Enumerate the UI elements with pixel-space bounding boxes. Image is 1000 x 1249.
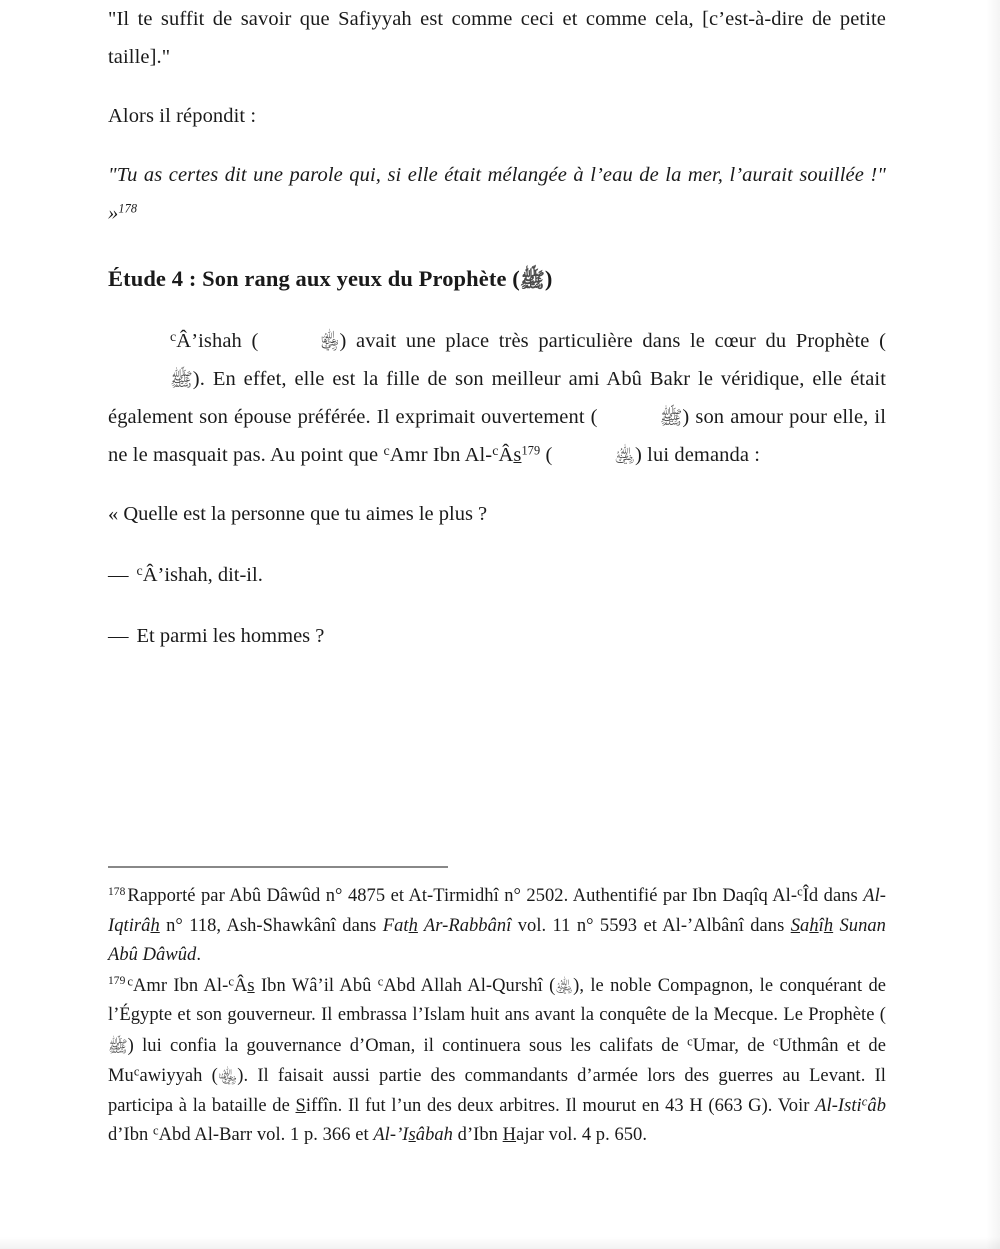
fn179-part-1: Amr Ibn Al- xyxy=(133,975,229,996)
dialogue-reponse-tail: dit-il. xyxy=(212,564,263,586)
fn178-part-5: . xyxy=(196,945,202,965)
honorific-radiyallahu-anha-icon: ﵂ xyxy=(320,331,340,354)
name-amr-ibn: Amr Ibn Al- xyxy=(389,444,493,466)
fn179-part-10: ). Il faisait aussi partie des commandants d’armée lors des guerres au Levant. Il participa à la bataille de xyxy=(108,1066,886,1116)
ayn-mark-f2: c xyxy=(127,974,133,989)
heading-open-paren: ( xyxy=(512,266,520,291)
footnote-number-179: 179 xyxy=(108,975,126,988)
fn179-title-isabah-a: Al-’I xyxy=(373,1125,409,1145)
paragraph-alors-il-repondit: Alors il répondit : xyxy=(108,105,257,127)
name-as-a: Â xyxy=(498,444,514,466)
fn179-as-a: Â xyxy=(233,975,248,996)
fn179-title-isabah-end: âbah xyxy=(415,1125,453,1145)
dialogue-name-aishah: Â’ishah, xyxy=(142,564,213,586)
fn178-title-sahih-sad: S xyxy=(790,915,800,936)
fn179-part-11: . Il fut l’un des deux arbitres. Il mourut en 43 H (663 G). Voir xyxy=(337,1095,816,1116)
fn179-hajar-rest: ajar xyxy=(516,1125,544,1145)
fn178-part-1: Rapporté par Abû Dâwûd n° 4875 et At-Tirmidhî n° 2502. Authentifié par Ibn Daqîq Al- xyxy=(127,886,798,906)
ayn-mark-3: c xyxy=(492,444,499,460)
fn178-title-fath-b: Ar-Rabbânî xyxy=(417,915,512,936)
footnote-separator-rule xyxy=(108,866,448,868)
fn179-part-14: d’Ibn xyxy=(452,1125,503,1145)
footnote-number-178: 178 xyxy=(108,885,126,898)
ayn-mark-f4: c xyxy=(377,974,384,989)
fn178-title-sahih-ha: h xyxy=(809,915,819,936)
paragraph-main-aishah: $^c$Â’ishah ( ﵂) avait une place très particulière dans le cœur du Prophète (ﷺ). En effet, elle est la fille de son meilleur ami Abû Bakr le véridique, elle était également son épouse préférée. Il exprimait ouvertement ( ﷺ) son amour pour elle, il ne le masquait pas. Au point que $^c$Amr Ibn Al-$^c$Âs$^{179}$ ( ﵁) lui demanda : xyxy=(108,322,886,474)
em-dash: — xyxy=(108,564,129,586)
ayn-mark-4: c xyxy=(136,564,143,580)
fn179-title-istiab-a: Al-Isti xyxy=(815,1095,862,1116)
honorific-sallallahu-icon-2: ﷺ xyxy=(170,369,193,392)
honorific-sallallahu-icon-f1: ﷺ xyxy=(108,1036,128,1056)
scan-edge-shadow-right xyxy=(986,0,1000,1249)
dialogue-reponse-aishah xyxy=(108,556,886,594)
fn179-title-isabah-sad: s xyxy=(408,1125,416,1145)
heading-close-paren: ) xyxy=(544,266,553,291)
fn179-part-7: Umar, de xyxy=(692,1035,773,1056)
ayn-mark: c xyxy=(170,330,177,346)
fn179-siffin-rest: iffîn xyxy=(305,1095,338,1116)
fn179-hajar-ha: H xyxy=(502,1125,517,1145)
fn179-part-5: ), le noble Compagnon, le conquérant de l’Égypte et son gouverneur. Il embrassa l’Islam huit ans avant la conquête de la Mecque. Le Prophète ( xyxy=(108,975,887,1025)
fn179-as-sad: s xyxy=(247,975,255,996)
fn179-siffin-sad: S xyxy=(295,1095,306,1116)
main-segment-2: avait une place très particulière dans le cœur du Prophète ( xyxy=(346,330,886,352)
fn178-title-fath-ha: h xyxy=(408,915,418,936)
ayn-mark-f1: c xyxy=(797,884,803,899)
section-heading-etude-4 xyxy=(108,262,886,296)
paragraph-quote-safiyyah: "Il te suffit de savoir que Safiyyah est comme ceci et comme cela, [c’est-à-dire de petite taille]." xyxy=(108,8,886,68)
dialogue-question-hommes xyxy=(108,617,886,655)
honorific-sallallahu-icon-3: ﷺ xyxy=(659,407,683,430)
honorific-radiyallahu-anhuma-icon: ﵄ xyxy=(217,1066,238,1086)
fn178-title-sahih-a: a xyxy=(800,915,810,936)
fn178-title-sahih-i: î xyxy=(818,915,824,936)
quote-parole-text: "Tu as certes dit une parole qui, si elle était mélangée à l’eau de la mer, l’aurait souillée !" » xyxy=(108,164,886,224)
ayn-mark-f9: c xyxy=(153,1123,159,1138)
fn178-title-iqtirah: Al-Iqtirâ xyxy=(108,886,886,936)
paragraph-quote-parole xyxy=(108,156,886,232)
document-page xyxy=(108,0,886,1249)
main-open-paren: ( xyxy=(540,444,553,466)
footnotes-section xyxy=(108,866,886,1151)
main-segment-end: ) lui demanda : xyxy=(635,444,761,466)
footnote-marker-178[interactable]: 178 xyxy=(118,201,138,216)
footnote-178 xyxy=(108,882,886,971)
fn178-part-4: vol. 11 n° 5593 et Al-’Albânî dans xyxy=(511,915,791,936)
fn178-part-2: Îd dans xyxy=(802,886,864,906)
name-aishah: Â’ishah xyxy=(176,330,242,352)
dialogue-question-hommes-text: Et parmi les hommes ? xyxy=(136,625,325,647)
footnote-179 xyxy=(108,971,886,1151)
name-as-sad: s xyxy=(513,444,522,466)
fn179-part-12: d’Ibn xyxy=(108,1125,153,1145)
ayn-mark-2: c xyxy=(383,444,390,460)
fn179-part-9: awiyyah ( xyxy=(139,1066,218,1086)
fn178-title-sunan: Sunan Abû Dâwûd xyxy=(108,915,886,965)
honorific-radiyallahu-anhu-icon: ﵁ xyxy=(614,445,636,468)
honorific-sallallahu-icon: ﷺ xyxy=(519,268,545,293)
ayn-mark-f5: c xyxy=(687,1034,693,1049)
main-segment-4: ) son amour pour elle, il ne le masquait pas. Au point que xyxy=(108,406,887,466)
fn178-part-3: n° 118, Ash-Shawkânî dans xyxy=(159,915,383,936)
fn179-title-istiab-end: âb xyxy=(867,1095,886,1116)
fn179-part-15: vol. 4 p. 650. xyxy=(544,1125,648,1145)
fn179-part-8: Uthmân et de Mu xyxy=(108,1035,886,1086)
fn179-part-4: Abd Allah Al-Qurshî ( xyxy=(383,975,556,996)
fn179-part-6: ) lui confia la gouvernance d’Oman, il continuera sous les califats de xyxy=(127,1035,688,1056)
ayn-mark-f7: c xyxy=(133,1064,140,1079)
fn178-title-iqtirah-ha: h xyxy=(150,915,160,936)
main-segment-3: ). En effet, elle est la fille de son meilleur ami Abû Bakr le véridique, elle était également son épouse préférée. Il exprimait ouvertement ( xyxy=(108,368,886,428)
ayn-mark-f3: c xyxy=(228,974,234,989)
fn178-title-fath-a: Fat xyxy=(382,915,409,936)
ayn-mark-f6: c xyxy=(772,1034,779,1049)
footnote-marker-179[interactable]: 179 xyxy=(521,443,541,458)
em-dash-2: — xyxy=(108,625,129,647)
heading-label: Étude 4 : Son rang aux yeux du Prophète xyxy=(108,266,507,291)
honorific-radiyallahu-anhu-icon-f1: ﵁ xyxy=(555,976,574,996)
dialogue-question-personne: « Quelle est la personne que tu aimes le plus ? xyxy=(108,503,488,525)
ayn-mark-f8: c xyxy=(861,1094,868,1109)
fn179-part-13: Abd Al-Barr vol. 1 p. 366 et xyxy=(158,1125,374,1145)
fn178-title-sahih-ha2: h xyxy=(823,915,834,936)
fn179-part-3: Ibn Wâ’il Abû xyxy=(254,975,378,996)
